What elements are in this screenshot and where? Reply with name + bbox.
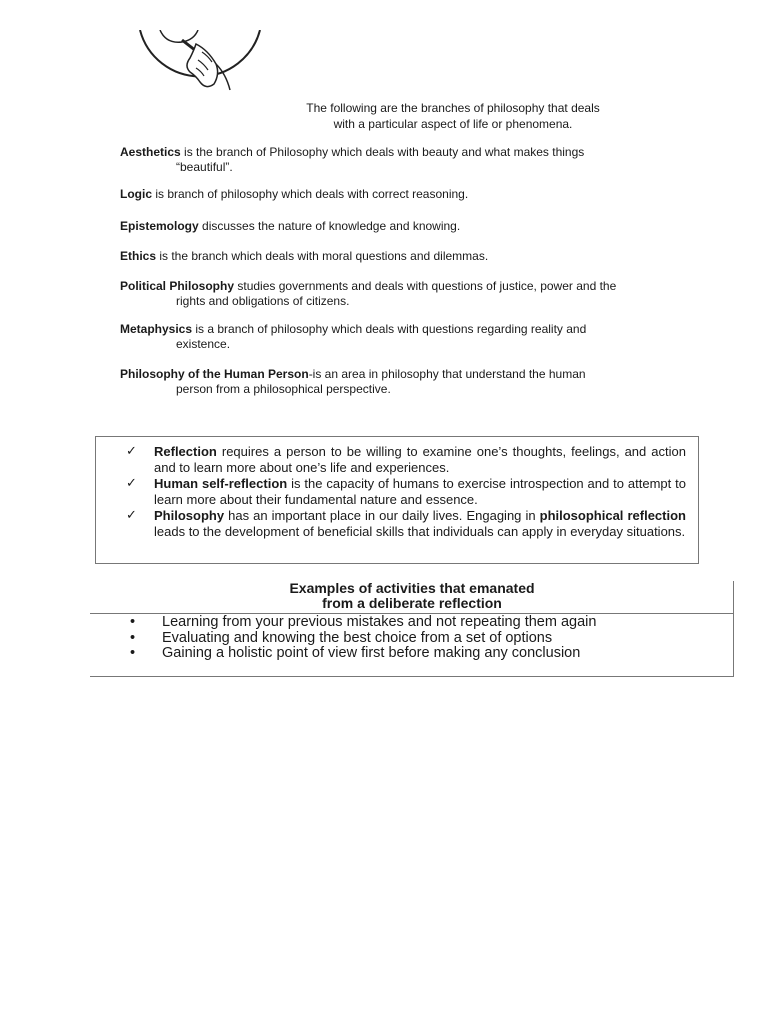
bullet-icon: • <box>130 629 136 646</box>
summary-item-philosophy <box>126 508 686 540</box>
branch-political-philosophy <box>120 279 632 309</box>
branch-description-continued: rights and obligations of citizens. <box>176 294 350 308</box>
checkmark-icon: ✓ <box>126 476 137 491</box>
checkmark-icon: ✓ <box>126 444 137 459</box>
branch-term: Metaphysics <box>120 322 193 336</box>
examples-table <box>90 581 734 677</box>
branch-description: is the branch of Philosophy which deals with beauty and what makes things <box>180 145 585 159</box>
summary-text: Reflection requires a person to be willing to examine one’s thoughts, feelings, and action and to learn more about one’s life and experiences. <box>154 444 686 475</box>
branch-description-continued: existence. <box>176 337 231 351</box>
branch-term: Logic <box>120 187 152 201</box>
branch-description-continued: “beautiful”. <box>176 160 233 174</box>
branch-term: Political Philosophy <box>120 279 235 293</box>
branch-description-continued: person from a philosophical perspective. <box>176 382 391 396</box>
summary-text: Human self-reflection is the capacity of humans to exercise introspection and to attempt to learn more about their fundamental nature and essence. <box>154 476 686 507</box>
branch-description: discusses the nature of knowledge and knowing. <box>198 219 461 233</box>
examples-title: Examples of activities that emanated from a deliberate reflection <box>289 580 535 611</box>
list-item: • Evaluating and knowing the best choice from a set of options <box>130 629 553 646</box>
branch-description: studies governments and deals with questions of justice, power and the <box>234 279 617 293</box>
intro-line-2: with a particular aspect of life or phenomena. <box>333 117 573 131</box>
examples-list <box>130 615 724 662</box>
bullet-icon: • <box>130 614 136 630</box>
summary-item-reflection <box>126 444 686 476</box>
summary-text: Philosophy has an important place in our daily lives. Engaging in philosophical reflection leads to the development of beneficial skills that individuals can apply in everyday situations. <box>154 508 686 539</box>
branch-epistemology <box>120 219 632 234</box>
list-item: • Gaining a holistic point of view first before making any conclusion <box>130 645 581 661</box>
checkmark-icon: ✓ <box>126 508 137 523</box>
summary-item-human-self-reflection <box>126 476 686 508</box>
branch-aesthetics <box>120 145 632 175</box>
intro-line-1: The following are the branches of philosophy that deals <box>306 101 600 115</box>
reflection-summary-box <box>95 436 699 564</box>
branch-philosophy-human-person <box>120 367 632 397</box>
hand-magnifier-illustration <box>138 30 262 112</box>
branches-intro <box>268 100 638 132</box>
branch-metaphysics <box>120 322 632 352</box>
branch-description: -is an area in philosophy that understand the human <box>308 367 586 381</box>
branch-term: Ethics <box>120 249 157 263</box>
branch-term: Philosophy of the Human Person <box>120 367 309 381</box>
branch-description: is branch of philosophy which deals with correct reasoning. <box>152 187 469 201</box>
branch-term: Aesthetics <box>120 145 181 159</box>
bullet-icon: • <box>130 645 136 661</box>
list-item: • Learning from your previous mistakes and not repeating them again <box>130 614 597 630</box>
branch-description: is the branch which deals with moral questions and dilemmas. <box>156 249 489 263</box>
branch-logic <box>120 187 632 202</box>
branch-term: Epistemology <box>120 219 199 233</box>
branch-ethics <box>120 249 632 264</box>
branch-description: is a branch of philosophy which deals with questions regarding reality and <box>192 322 587 336</box>
